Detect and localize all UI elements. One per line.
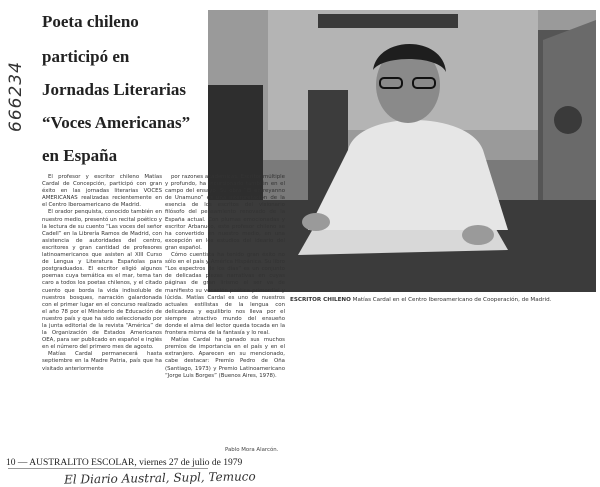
footer-divider (8, 468, 208, 469)
photo-caption (290, 297, 596, 303)
archive-number: 666234 (6, 61, 26, 132)
paragraph: Matías Cardal permanecerá hasta septiembre en la Madre Patria, país que ha visitado anteriormente (42, 351, 162, 372)
article-column-2 (165, 174, 285, 452)
handwritten-source-note: El Diario Austral, Supl, Temuco (63, 469, 256, 487)
article-column-1 (42, 174, 162, 452)
author-signature: Pablo Mora Alarcón. (225, 447, 279, 453)
caption-label: ESCRITOR CHILENO (290, 297, 351, 303)
publication-footer: 10 — AUSTRALITO ESCOLAR, viernes 27 de julio de 1979 (6, 458, 243, 468)
paragraph: Cómo cuentista ha tenido gran éxito no sólo en el país y América Hispánica. Su libro “Los espectros de los días” es un conjunto de delicadas piezas narrativas en cuyas páginas de gran lirismo el ser va de manifiesto su vocación poética primordial y lúcida. Matías Cardal es uno de nuestros actuales estilistas de la lengua con delicadeza y equilibrio nos lleva por el siempre atractivo mundo del ensueño donde el alma del lector queda tocada en la frontera misma de la fantasía y lo real. (165, 252, 285, 337)
paragraph: El profesor y escritor chileno Matías Cardal de Concepción, participó con gran éxito en las jornadas literarias VOCES AMERICANAS realizadas recientemente en el Centro Iberoamericano de Madrid. (42, 174, 162, 209)
headline-line-3: Jornadas Literarias (42, 80, 187, 99)
headline-line-2: participó en (42, 47, 130, 66)
paragraph: Matías Cardal ha ganado sus muchos premios de importancia en el país y en el extranjero. Aparecen en su mencionado, cabe destacar: Premio Pedro de Oña (Santiago, 1973) y Premio Latinoamericano “Jorge Luis Borges” (Buenos Aires, 1978). (165, 337, 285, 379)
paragraph: El orador penquista, conocido también en nuestro medio, presentó un recital poético y la lectura de su cuento “Las voces del señor Cadell” en la Librería Ramos de Madrid, con asistencia de autoridades del centro, escritores y gran cantidad de profesores latinoamericanos que asisten al XIII Curso de Lengua y Literatura Españolas para postgraduados. El escritor eligió algunos poemas cuya temática es el mar, tema tan caro a todos los poetas chilenos, y el citado cuento que borda la vida indisoluble de nuestros bosques, narración galardonada con el primer lugar en el concurso realizado el año 78 por el Ministerio de Educación de nuestro país y que ha sido seleccionado por la junta editorial de la revista “América” de la Organización de Estados Americanos OEA, para ser publicado en español e inglés en el número del primero mes de agosto. (42, 209, 162, 351)
paragraph: por razones académicas. Escritor múltiple y profundo, ha incursionado también en el campo del ensayo. Su obra “El entreyanno de Unamuno” es una interpretación de la esencia de los escritos del visionario filósofo del pensamiento renovado de la España actual. Con plumas emocionadas y escritor Arbanuco, este profesor chileno se ha convertido en nuestro medio, en una excepción en los estudios del ideario del gran español. (165, 174, 285, 251)
headline-line-1: Poeta chileno (42, 12, 139, 31)
caption-text: Matías Cardal en el Centro Iberoamericano de Cooperación, de Madrid. (350, 297, 552, 303)
headline-line-5: en España (42, 146, 118, 165)
headline-line-4: “Voces Americanas” (42, 113, 191, 132)
